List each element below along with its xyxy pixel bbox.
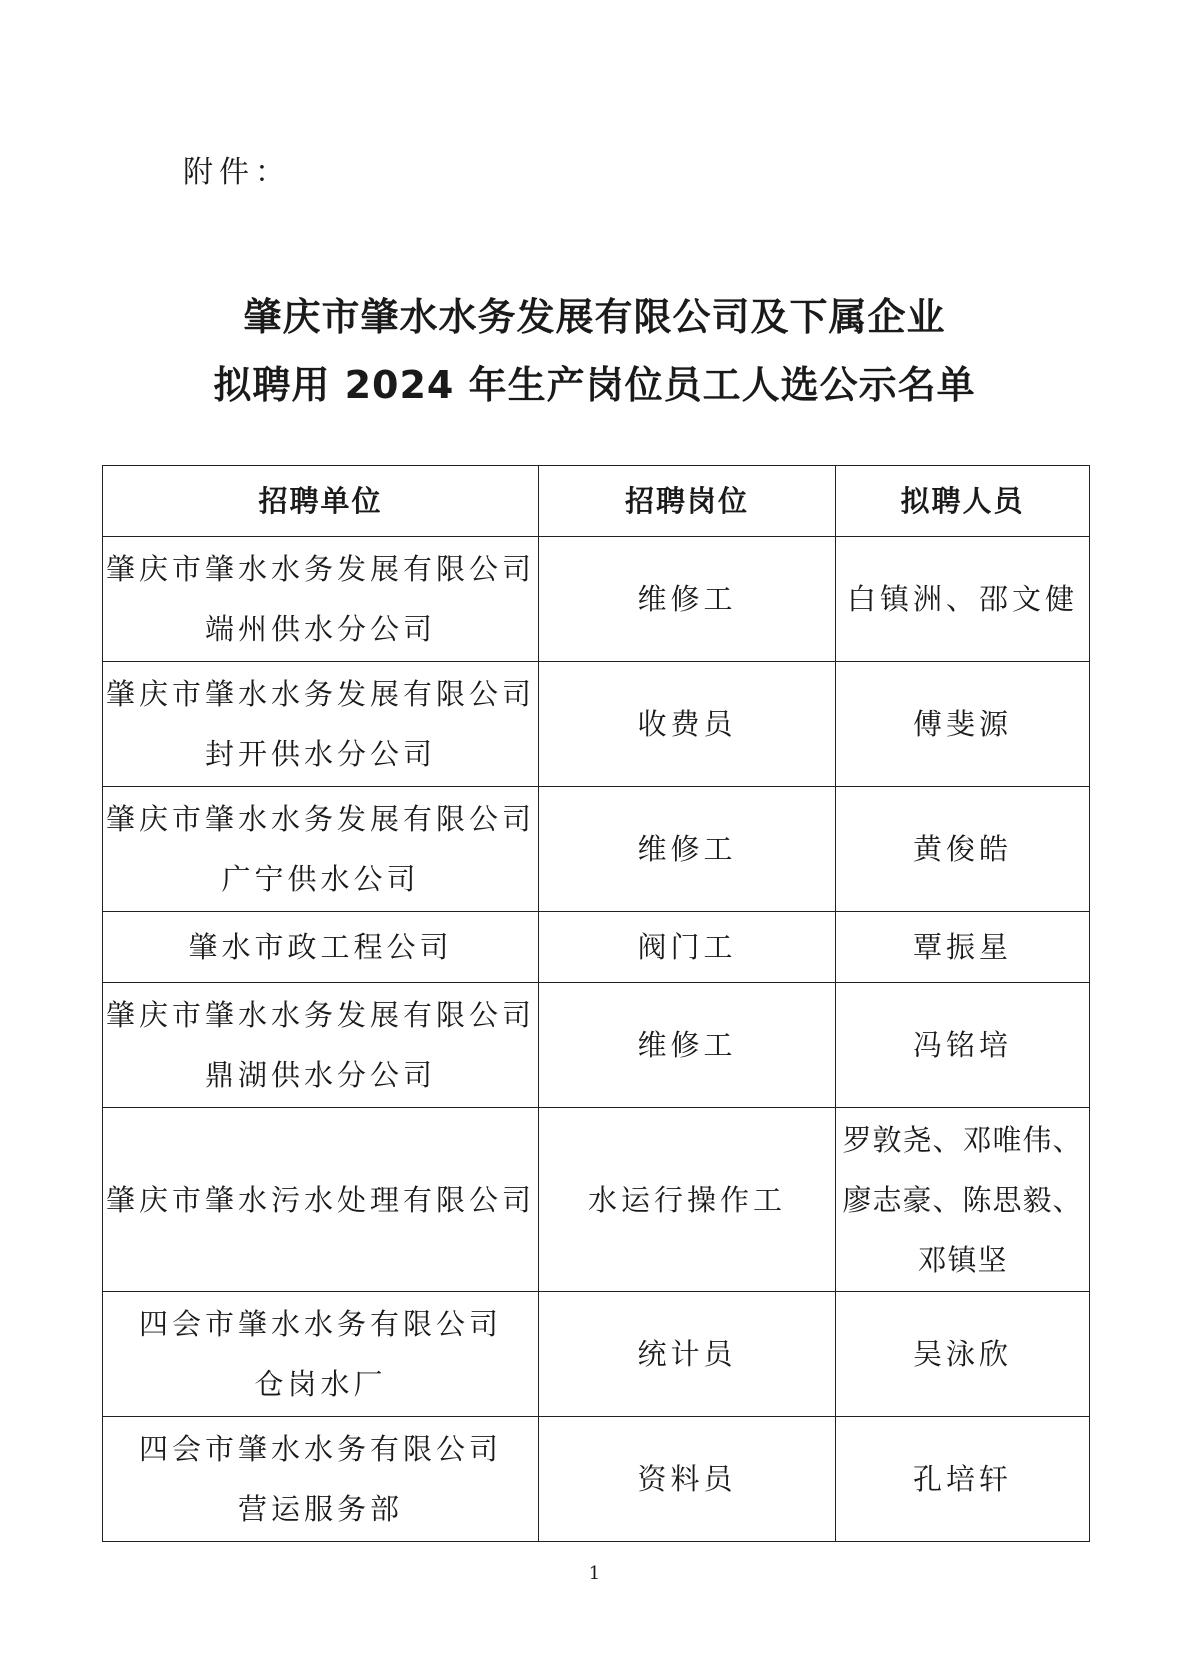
staff-line: 罗敦尧、邓唯伟、: [842, 1122, 1083, 1157]
table-row: [103, 912, 1090, 983]
header-staff: 拟聘人员: [836, 466, 1090, 537]
unit-cell: [103, 1108, 539, 1292]
staff-cell: [836, 983, 1090, 1108]
position-cell: 维修工: [539, 787, 836, 912]
staff-line: 黄俊皓: [912, 832, 1012, 866]
attachment-label: 附件：: [183, 155, 291, 190]
unit-cell: [103, 537, 539, 662]
page-number: 1: [588, 1563, 601, 1584]
unit-line: 肇水市政工程公司: [188, 930, 453, 964]
title-line-2: 拟聘用 2024 年生产岗位员工人选公示名单: [213, 363, 976, 407]
table-row: [103, 983, 1090, 1108]
unit-cell: [103, 1417, 539, 1542]
header-unit: 招聘单位: [103, 466, 539, 537]
staff-cell: [836, 1417, 1090, 1542]
unit-cell: [103, 912, 539, 983]
unit-line: 肇庆市肇水水务发展有限公司: [105, 552, 535, 586]
staff-cell: [836, 1108, 1090, 1292]
unit-line: 肇庆市肇水污水处理有限公司: [105, 1182, 535, 1217]
staff-line: 吴泳欣: [912, 1337, 1012, 1371]
staff-line: 白镇洲、邵文健: [846, 582, 1078, 616]
unit-line: 营运服务部: [237, 1492, 403, 1526]
position-cell: 维修工: [539, 537, 836, 662]
unit-line: 肇庆市肇水水务发展有限公司: [105, 677, 535, 711]
staff-line: 廖志豪、陈思毅、: [842, 1182, 1083, 1217]
unit-cell: [103, 787, 539, 912]
unit-line: 广宁供水公司: [221, 862, 420, 896]
table-row: [103, 1108, 1090, 1292]
table-row: [103, 1292, 1090, 1417]
staff-cell: [836, 662, 1090, 787]
unit-cell: [103, 662, 539, 787]
unit-line: 仓岗水厂: [254, 1367, 387, 1401]
unit-line: 鼎湖供水分公司: [204, 1058, 436, 1092]
staff-line: 邓镇坚: [917, 1242, 1008, 1277]
table-row: [103, 1417, 1090, 1542]
position-cell: 阀门工: [539, 912, 836, 983]
title-line-1: 肇庆市肇水水务发展有限公司及下属企业: [243, 295, 946, 339]
unit-line: 端州供水分公司: [204, 612, 436, 646]
unit-cell: [103, 1292, 539, 1417]
unit-cell: [103, 983, 539, 1108]
table-row: [103, 787, 1090, 912]
unit-line: 肇庆市肇水水务发展有限公司: [105, 998, 535, 1032]
unit-line: 四会市肇水水务有限公司: [138, 1432, 502, 1466]
table-header-row: [103, 466, 1090, 537]
staff-cell: [836, 912, 1090, 983]
position-cell: 资料员: [539, 1417, 836, 1542]
unit-line: 封开供水分公司: [204, 737, 436, 771]
staff-line: 冯铭培: [912, 1028, 1012, 1062]
unit-line: 肇庆市肇水水务发展有限公司: [105, 802, 535, 836]
header-position: 招聘岗位: [539, 466, 836, 537]
table-row: [103, 537, 1090, 662]
position-cell: 统计员: [539, 1292, 836, 1417]
position-cell: 维修工: [539, 983, 836, 1108]
staff-cell: [836, 1292, 1090, 1417]
staff-line: 傅斐源: [912, 707, 1012, 741]
position-cell: 水运行操作工: [539, 1108, 836, 1292]
candidate-table: [102, 465, 1090, 1542]
unit-line: 四会市肇水水务有限公司: [138, 1307, 502, 1341]
staff-cell: [836, 537, 1090, 662]
staff-cell: [836, 787, 1090, 912]
position-cell: 收费员: [539, 662, 836, 787]
table-row: [103, 662, 1090, 787]
document-title: [0, 283, 1189, 419]
staff-line: 覃振星: [912, 930, 1012, 964]
staff-line: 孔培轩: [912, 1462, 1012, 1496]
